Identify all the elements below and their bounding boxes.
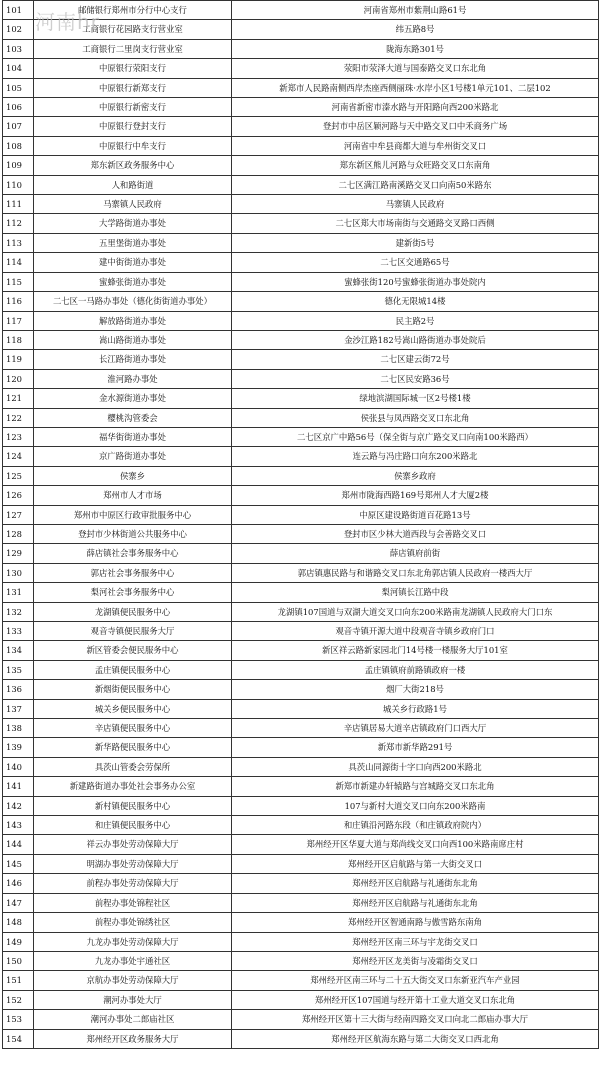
table-row bbox=[3, 350, 599, 369]
service-point-address: 郑州经开区启航路与礼通街东北角 bbox=[232, 893, 599, 912]
service-point-name: 具茨山管委会劳保所 bbox=[34, 757, 232, 776]
row-number: 136 bbox=[3, 680, 34, 699]
service-point-address: 具茨山同源街十字口向西200米路北 bbox=[232, 757, 599, 776]
table-row bbox=[3, 427, 599, 446]
service-point-name: 潮河办事处二郎庙社区 bbox=[34, 1010, 232, 1029]
service-location-table bbox=[2, 0, 599, 1049]
service-point-address: 梨河镇长江路中段 bbox=[232, 583, 599, 602]
service-point-address: 金沙江路182号嵩山路街道办事处院后 bbox=[232, 330, 599, 349]
service-point-address: 郑州经开区107国道与经开第十工业大道交叉口东北角 bbox=[232, 990, 599, 1009]
table-row bbox=[3, 913, 599, 932]
service-point-name: 前程办事处锦程社区 bbox=[34, 893, 232, 912]
table-row bbox=[3, 486, 599, 505]
service-point-address: 蜜蜂张街120号蜜蜂张街道办事处院内 bbox=[232, 272, 599, 291]
service-point-address: 二七区交通路65号 bbox=[232, 253, 599, 272]
row-number: 134 bbox=[3, 641, 34, 660]
table-row bbox=[3, 78, 599, 97]
service-point-name: 和庄镇便民服务中心 bbox=[34, 816, 232, 835]
service-point-name: 祥云办事处劳动保障大厅 bbox=[34, 835, 232, 854]
service-point-address: 纬五路8号 bbox=[232, 20, 599, 39]
row-number: 153 bbox=[3, 1010, 34, 1029]
table-row bbox=[3, 893, 599, 912]
service-point-name: 解放路街道办事处 bbox=[34, 311, 232, 330]
row-number: 152 bbox=[3, 990, 34, 1009]
table-row bbox=[3, 117, 599, 136]
service-point-name: 工商银行二里岗支行营业室 bbox=[34, 39, 232, 58]
row-number: 113 bbox=[3, 233, 34, 252]
row-number: 110 bbox=[3, 175, 34, 194]
service-point-address: 新郑市新华路291号 bbox=[232, 738, 599, 757]
service-point-name: 建中街街道办事处 bbox=[34, 253, 232, 272]
table-row bbox=[3, 835, 599, 854]
table-row bbox=[3, 156, 599, 175]
service-point-address: 烟厂大街218号 bbox=[232, 680, 599, 699]
service-point-name: 前程办事处锦绣社区 bbox=[34, 913, 232, 932]
service-point-address: 二七区京广中路56号（保全街与京广路交叉口向南100米路西） bbox=[232, 427, 599, 446]
service-point-address: 107与新村大道交叉口向东200米路南 bbox=[232, 796, 599, 815]
row-number: 107 bbox=[3, 117, 34, 136]
service-point-name: 侯寨乡 bbox=[34, 466, 232, 485]
table-row bbox=[3, 680, 599, 699]
row-number: 129 bbox=[3, 544, 34, 563]
service-point-name: 京航办事处劳动保障大厅 bbox=[34, 971, 232, 990]
service-point-name: 郑州市中原区行政审批服务中心 bbox=[34, 505, 232, 524]
row-number: 125 bbox=[3, 466, 34, 485]
service-point-name: 嵩山路街道办事处 bbox=[34, 330, 232, 349]
service-point-address: 郑州经开区华夏大道与郑尚线交叉口向西100米路南席庄村 bbox=[232, 835, 599, 854]
service-point-address: 郑州经开区启航路与第一大街交叉口 bbox=[232, 854, 599, 873]
table-row bbox=[3, 330, 599, 349]
service-point-address: 连云路与冯庄路口向东200米路北 bbox=[232, 447, 599, 466]
row-number: 144 bbox=[3, 835, 34, 854]
row-number: 105 bbox=[3, 78, 34, 97]
table-row bbox=[3, 524, 599, 543]
table-row bbox=[3, 253, 599, 272]
service-point-address: 二七区民安路36号 bbox=[232, 369, 599, 388]
service-point-name: 淮河路办事处 bbox=[34, 369, 232, 388]
row-number: 150 bbox=[3, 951, 34, 970]
table-row bbox=[3, 874, 599, 893]
row-number: 130 bbox=[3, 563, 34, 582]
row-number: 127 bbox=[3, 505, 34, 524]
table-row bbox=[3, 136, 599, 155]
table-row bbox=[3, 563, 599, 582]
row-number: 104 bbox=[3, 59, 34, 78]
service-point-name: 薛店镇社会事务服务中心 bbox=[34, 544, 232, 563]
service-point-name: 新区管委会便民服务中心 bbox=[34, 641, 232, 660]
service-point-name: 九龙办事处劳动保障大厅 bbox=[34, 932, 232, 951]
service-point-name: 长江路街道办事处 bbox=[34, 350, 232, 369]
table-row bbox=[3, 660, 599, 679]
service-point-address: 城关乡行政路1号 bbox=[232, 699, 599, 718]
table-row bbox=[3, 272, 599, 291]
service-point-address: 郭店镇惠民路与和谐路交叉口东北角郭店镇人民政府一楼西大厅 bbox=[232, 563, 599, 582]
row-number: 116 bbox=[3, 292, 34, 311]
row-number: 133 bbox=[3, 622, 34, 641]
row-number: 131 bbox=[3, 583, 34, 602]
row-number: 120 bbox=[3, 369, 34, 388]
service-point-address: 德化无限城14楼 bbox=[232, 292, 599, 311]
row-number: 106 bbox=[3, 98, 34, 117]
table-row bbox=[3, 1010, 599, 1029]
service-point-name: 马寨镇人民政府 bbox=[34, 195, 232, 214]
service-point-name: 蜜蜂张街道办事处 bbox=[34, 272, 232, 291]
table-row bbox=[3, 951, 599, 970]
service-point-address: 郑东新区熊儿河路与众旺路交叉口东南角 bbox=[232, 156, 599, 175]
service-point-name: 中原银行登封支行 bbox=[34, 117, 232, 136]
service-point-address: 观音寺镇开源大道中段观音寺镇乡政府门口 bbox=[232, 622, 599, 641]
service-point-name: 中原银行荥阳支行 bbox=[34, 59, 232, 78]
row-number: 148 bbox=[3, 913, 34, 932]
table-row bbox=[3, 932, 599, 951]
service-point-name: 郑州市人才市场 bbox=[34, 486, 232, 505]
row-number: 141 bbox=[3, 777, 34, 796]
service-point-name: 明湖办事处劳动保障大厅 bbox=[34, 854, 232, 873]
service-point-address: 侯张县与凤西路交叉口东北角 bbox=[232, 408, 599, 427]
table-row bbox=[3, 602, 599, 621]
service-point-address: 侯寨乡政府 bbox=[232, 466, 599, 485]
row-number: 114 bbox=[3, 253, 34, 272]
table-row bbox=[3, 544, 599, 563]
row-number: 147 bbox=[3, 893, 34, 912]
service-point-name: 金水源街道办事处 bbox=[34, 389, 232, 408]
service-point-address: 郑州经开区启航路与礼通街东北角 bbox=[232, 874, 599, 893]
service-point-address: 登封市区少林大道西段与会善路交叉口 bbox=[232, 524, 599, 543]
service-point-name: 潮河办事处大厅 bbox=[34, 990, 232, 1009]
table-row bbox=[3, 59, 599, 78]
service-point-name: 邮储银行郑州市分行中心支行 bbox=[34, 1, 232, 20]
row-number: 138 bbox=[3, 719, 34, 738]
service-point-address: 民主路2号 bbox=[232, 311, 599, 330]
service-point-address: 绿地滨湖国际城一区2号楼1楼 bbox=[232, 389, 599, 408]
service-point-address: 二七区满江路南溪路交叉口向南50米路东 bbox=[232, 175, 599, 194]
service-point-name: 前程办事处劳动保障大厅 bbox=[34, 874, 232, 893]
table-row bbox=[3, 796, 599, 815]
row-number: 111 bbox=[3, 195, 34, 214]
row-number: 137 bbox=[3, 699, 34, 718]
service-point-name: 登封市少林街道公共服务中心 bbox=[34, 524, 232, 543]
row-number: 103 bbox=[3, 39, 34, 58]
row-number: 124 bbox=[3, 447, 34, 466]
service-point-name: 郭店社会事务服务中心 bbox=[34, 563, 232, 582]
table-row bbox=[3, 583, 599, 602]
table-row bbox=[3, 39, 599, 58]
service-point-name: 城关乡便民服务中心 bbox=[34, 699, 232, 718]
row-number: 135 bbox=[3, 660, 34, 679]
row-number: 101 bbox=[3, 1, 34, 20]
service-point-address: 新郑市人民路南侧西岸杰座西侧丽珠·水岸小区1号楼1单元101、二层102 bbox=[232, 78, 599, 97]
service-point-name: 观音寺镇便民服务大厅 bbox=[34, 622, 232, 641]
service-point-name: 梨河社会事务服务中心 bbox=[34, 583, 232, 602]
table-row bbox=[3, 738, 599, 757]
table-row bbox=[3, 816, 599, 835]
table-row bbox=[3, 292, 599, 311]
service-point-address: 郑州经开区龙美街与凌霜街交叉口 bbox=[232, 951, 599, 970]
row-number: 118 bbox=[3, 330, 34, 349]
service-point-name: 二七区一马路办事处（德化街街道办事处） bbox=[34, 292, 232, 311]
service-point-name: 九龙办事处宇通社区 bbox=[34, 951, 232, 970]
table-row bbox=[3, 854, 599, 873]
table-row bbox=[3, 757, 599, 776]
service-point-name: 郑东新区政务服务中心 bbox=[34, 156, 232, 175]
service-point-name: 郑州经开区政务服务大厅 bbox=[34, 1029, 232, 1048]
service-point-name: 辛店镇便民服务中心 bbox=[34, 719, 232, 738]
service-point-name: 新烟街便民服务中心 bbox=[34, 680, 232, 699]
row-number: 139 bbox=[3, 738, 34, 757]
service-point-address: 登封市中岳区颖河路与天中路交叉口中禾商务广场 bbox=[232, 117, 599, 136]
service-point-name: 新建路街道办事处社会事务办公室 bbox=[34, 777, 232, 796]
row-number: 122 bbox=[3, 408, 34, 427]
watermark: 河南hr bbox=[35, 10, 100, 34]
table-row bbox=[3, 777, 599, 796]
service-point-name: 中原银行中牟支行 bbox=[34, 136, 232, 155]
table-row bbox=[3, 641, 599, 660]
service-point-address: 荥阳市荥泽大道与国泰路交叉口东北角 bbox=[232, 59, 599, 78]
service-point-address: 马寨镇人民政府 bbox=[232, 195, 599, 214]
table-row bbox=[3, 175, 599, 194]
service-point-name: 中原银行新郑支行 bbox=[34, 78, 232, 97]
service-point-name: 孟庄镇便民服务中心 bbox=[34, 660, 232, 679]
table-row bbox=[3, 98, 599, 117]
row-number: 112 bbox=[3, 214, 34, 233]
table-row bbox=[3, 971, 599, 990]
row-number: 145 bbox=[3, 854, 34, 873]
row-number: 132 bbox=[3, 602, 34, 621]
service-point-name: 樱桃沟管委会 bbox=[34, 408, 232, 427]
row-number: 123 bbox=[3, 427, 34, 446]
row-number: 146 bbox=[3, 874, 34, 893]
table-row bbox=[3, 719, 599, 738]
service-point-address: 建新街5号 bbox=[232, 233, 599, 252]
table-row bbox=[3, 1029, 599, 1048]
service-point-name: 大学路街道办事处 bbox=[34, 214, 232, 233]
service-point-address: 新区祥云路新家园北门14号楼一楼服务大厅101室 bbox=[232, 641, 599, 660]
table-row bbox=[3, 447, 599, 466]
table-row bbox=[3, 233, 599, 252]
service-point-address: 郑州经开区第十三大街与经南四路交叉口向北二郎庙办事大厅 bbox=[232, 1010, 599, 1029]
service-point-address: 陇海东路301号 bbox=[232, 39, 599, 58]
service-point-name: 五里堡街道办事处 bbox=[34, 233, 232, 252]
service-point-name: 工商银行花园路支行营业室 bbox=[34, 20, 232, 39]
service-point-address: 郑州经开区南三环与二十五大街交叉口东新亚汽车产业园 bbox=[232, 971, 599, 990]
service-point-address: 河南省中牟县商都大道与牟州街交叉口 bbox=[232, 136, 599, 155]
row-number: 143 bbox=[3, 816, 34, 835]
service-point-address: 新郑市新建办轩辕路与宫城路交叉口东北角 bbox=[232, 777, 599, 796]
table-row bbox=[3, 408, 599, 427]
service-point-address: 薛店镇府前街 bbox=[232, 544, 599, 563]
row-number: 128 bbox=[3, 524, 34, 543]
row-number: 126 bbox=[3, 486, 34, 505]
service-point-address: 龙湖镇107国道与双湖大道交叉口向东200米路南龙湖镇人民政府大门口东 bbox=[232, 602, 599, 621]
service-point-name: 福华街街道办事处 bbox=[34, 427, 232, 446]
row-number: 117 bbox=[3, 311, 34, 330]
service-point-address: 郑州经开区智通南路与傲雪路东南角 bbox=[232, 913, 599, 932]
row-number: 142 bbox=[3, 796, 34, 815]
service-point-address: 河南省郑州市紫荆山路61号 bbox=[232, 1, 599, 20]
service-point-address: 二七区建云街72号 bbox=[232, 350, 599, 369]
row-number: 102 bbox=[3, 20, 34, 39]
table-row bbox=[3, 311, 599, 330]
service-point-address: 中原区建设路街道百花路13号 bbox=[232, 505, 599, 524]
row-number: 108 bbox=[3, 136, 34, 155]
row-number: 140 bbox=[3, 757, 34, 776]
service-point-name: 龙湖镇便民服务中心 bbox=[34, 602, 232, 621]
table-row bbox=[3, 1, 599, 20]
row-number: 149 bbox=[3, 932, 34, 951]
service-point-address: 河南省新密市溱水路与开阳路向西200米路北 bbox=[232, 98, 599, 117]
table-row bbox=[3, 369, 599, 388]
table-row bbox=[3, 389, 599, 408]
service-point-name: 新村镇便民服务中心 bbox=[34, 796, 232, 815]
service-point-address: 二七区郑大市场南街与交通路交叉路口西侧 bbox=[232, 214, 599, 233]
table-row bbox=[3, 214, 599, 233]
row-number: 115 bbox=[3, 272, 34, 291]
table-row bbox=[3, 990, 599, 1009]
row-number: 151 bbox=[3, 971, 34, 990]
service-point-name: 新华路便民服务中心 bbox=[34, 738, 232, 757]
row-number: 121 bbox=[3, 389, 34, 408]
service-point-name: 人和路街道 bbox=[34, 175, 232, 194]
service-point-address: 郑州市陇海西路169号郑州人才大厦2楼 bbox=[232, 486, 599, 505]
row-number: 119 bbox=[3, 350, 34, 369]
service-point-address: 和庄镇沿河路东段（和庄镇政府院内） bbox=[232, 816, 599, 835]
service-point-address: 郑州经开区航海东路与第二大街交叉口西北角 bbox=[232, 1029, 599, 1048]
row-number: 154 bbox=[3, 1029, 34, 1048]
service-point-name: 中原银行新密支行 bbox=[34, 98, 232, 117]
table-row bbox=[3, 505, 599, 524]
table-row bbox=[3, 622, 599, 641]
service-point-name: 京广路街道办事处 bbox=[34, 447, 232, 466]
table-row bbox=[3, 195, 599, 214]
service-point-address: 辛店镇居易大道辛店镇政府门口西大厅 bbox=[232, 719, 599, 738]
row-number: 109 bbox=[3, 156, 34, 175]
table-body bbox=[3, 1, 599, 1049]
table-row bbox=[3, 20, 599, 39]
table-row bbox=[3, 466, 599, 485]
table-row bbox=[3, 699, 599, 718]
service-point-address: 孟庄镇镇府前路镇政府一楼 bbox=[232, 660, 599, 679]
service-point-address: 郑州经开区南三环与宇龙街交叉口 bbox=[232, 932, 599, 951]
